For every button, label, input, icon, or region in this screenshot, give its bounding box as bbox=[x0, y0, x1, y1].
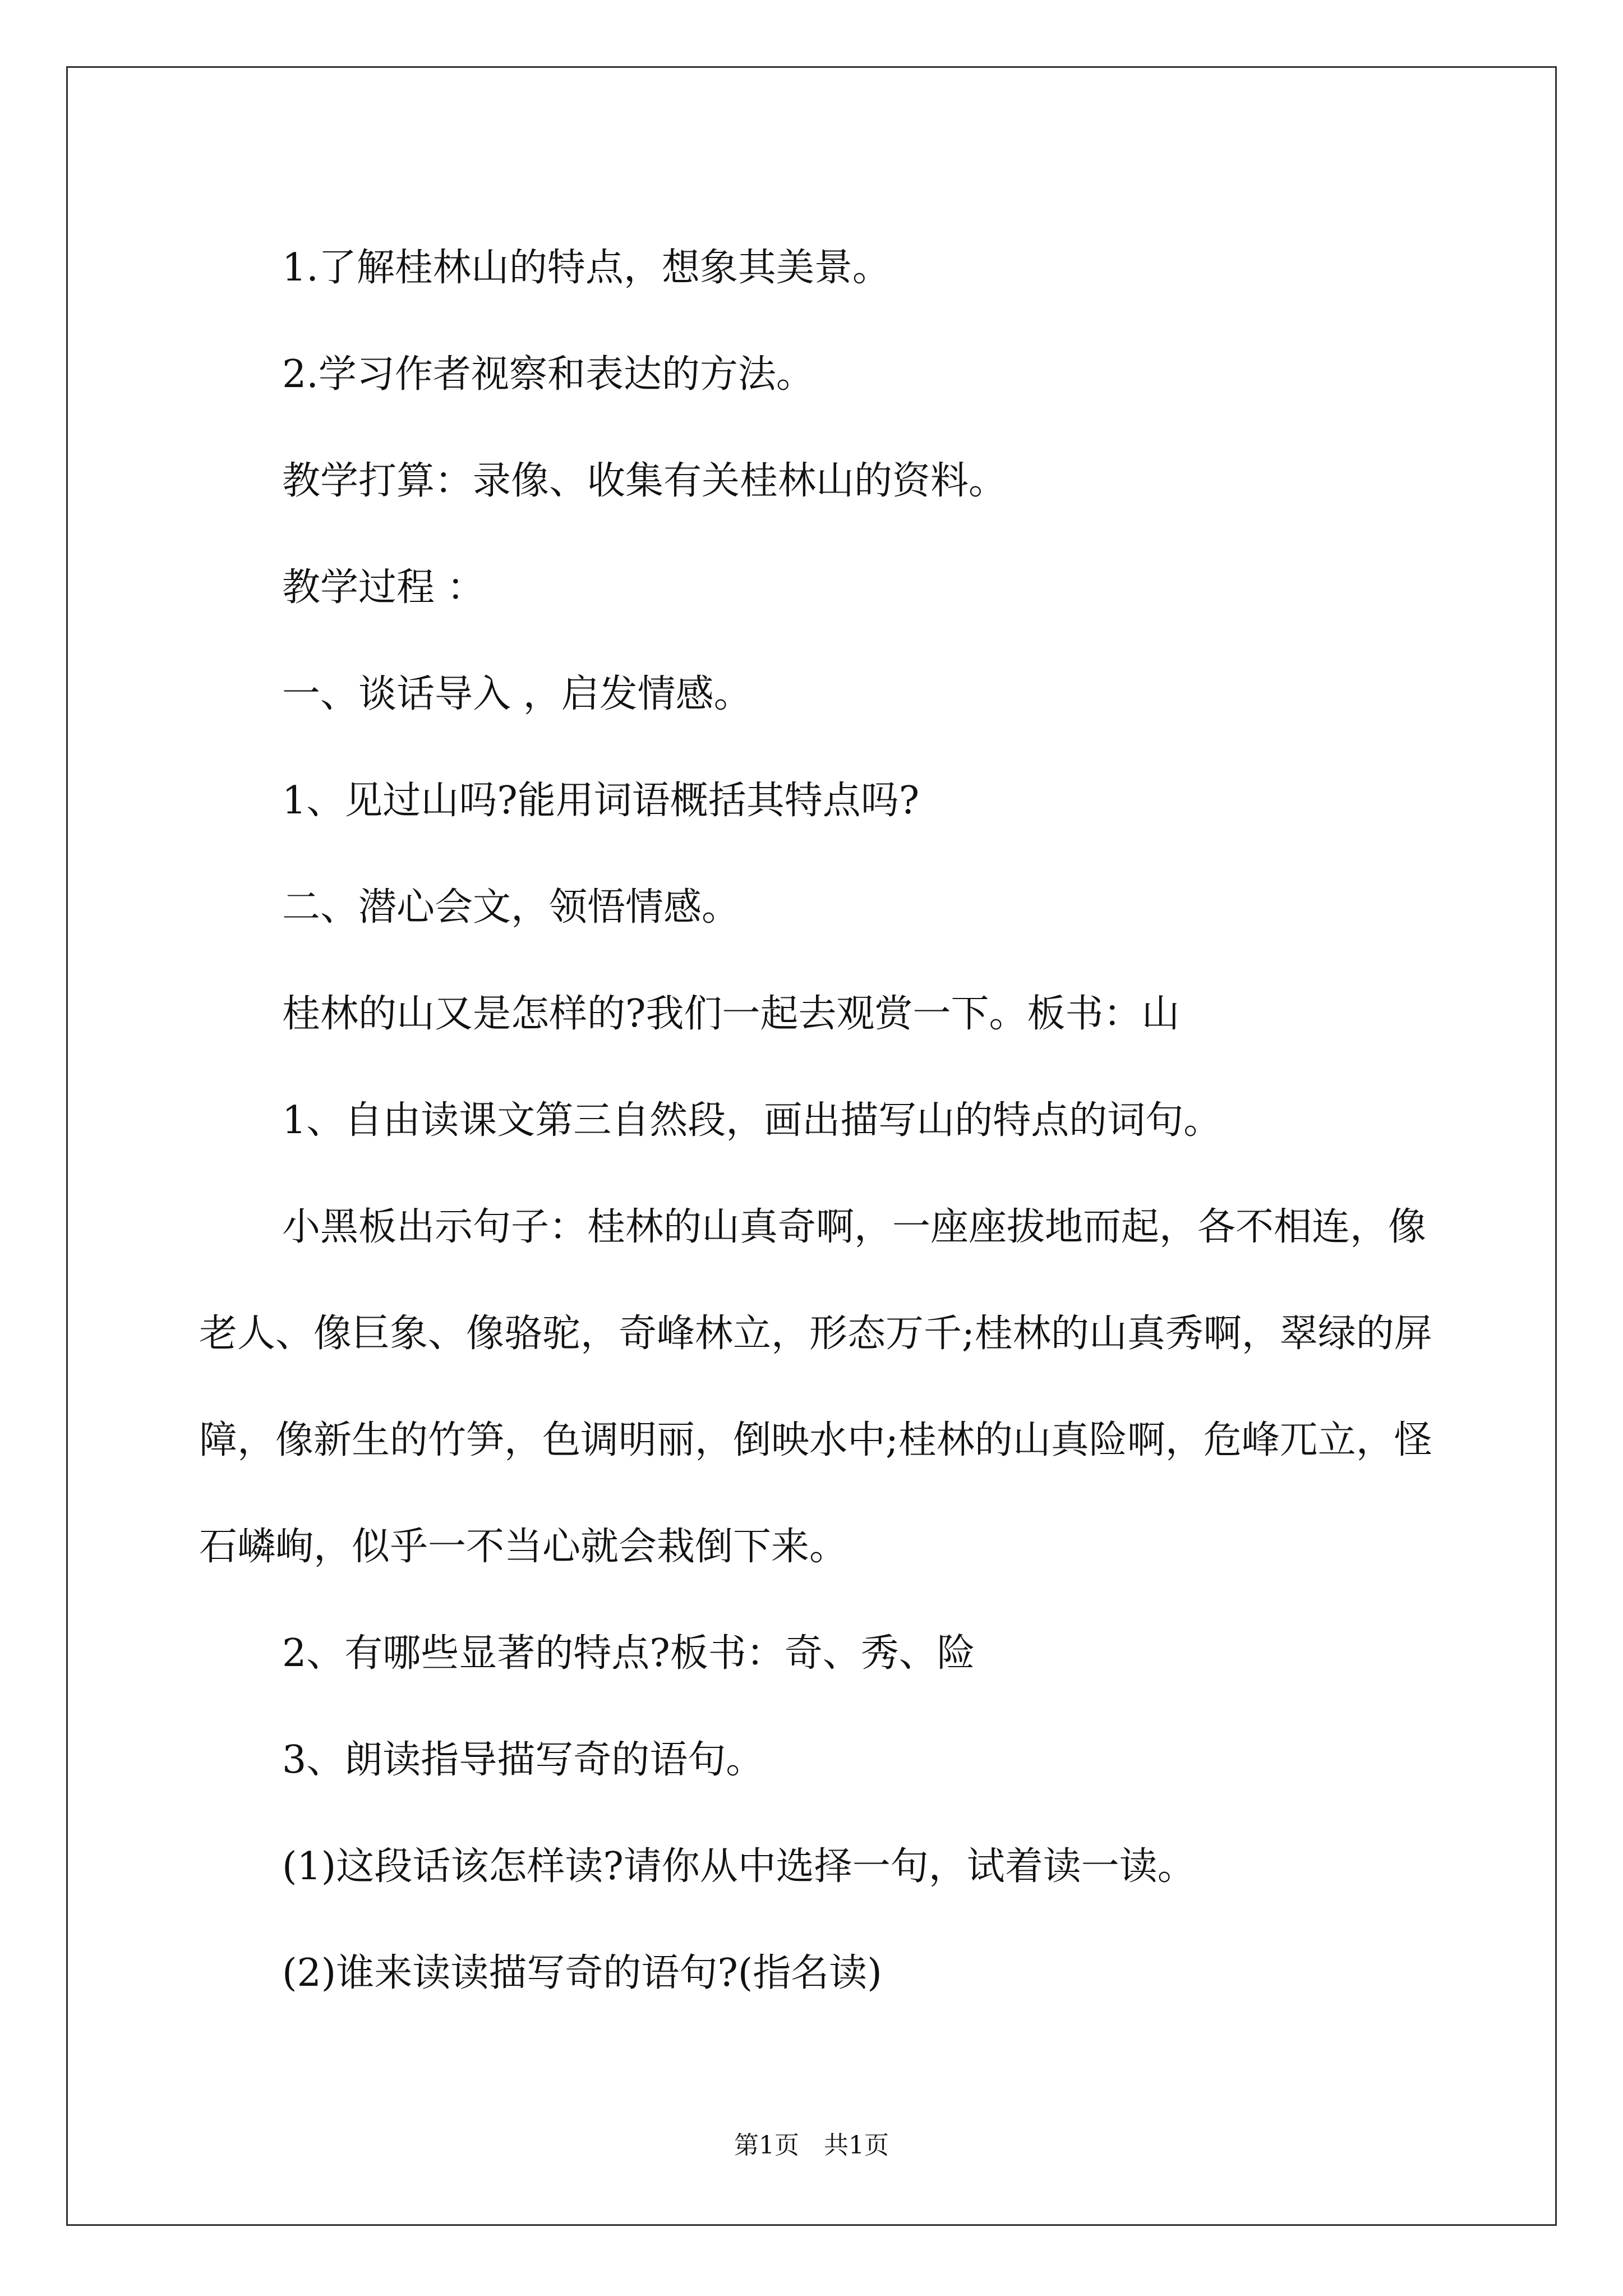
paragraph-4: 教学过程 ： bbox=[282, 565, 485, 610]
paragraph-14: (2)谁来读读描写奇的语句?(指名读) bbox=[282, 1951, 882, 1995]
paragraph-13: (1)这段话该怎样读?请你从中选择一句，试着读一读。 bbox=[282, 1844, 1196, 1889]
paragraph-7: 二、潜心会文，领悟情感。 bbox=[282, 885, 740, 930]
paragraph-9: 1、自由读课文第三自然段，画出描写山的特点的词句。 bbox=[282, 1098, 1222, 1143]
paragraph-6: 1、见过山吗?能用词语概括其特点吗? bbox=[282, 779, 920, 823]
paragraph-8: 桂林的山又是怎样的?我们一起去观赏一下。板书：山 bbox=[282, 992, 1180, 1036]
paragraph-5: 一、谈话导入 ，启发情感。 bbox=[282, 672, 752, 716]
paragraph-10: 小黑板出示句子：桂林的山真奇啊，一座座拔地而起，各不相连，像老人、像巨象、像骆驼，奇峰林立，形态万千;桂林的山真秀啊，翠绿的屏障，像新生的竹笋，色调明丽，倒映水中;桂林的山真险啊，危峰兀立，怪石嶙峋，似乎一不当心就会栽倒下来。 bbox=[199, 1205, 1432, 1569]
paragraph-2: 2.学习作者视察和表达的方法。 bbox=[282, 352, 814, 397]
paragraph-11: 2、有哪些显著的特点?板书：奇、秀、险 bbox=[282, 1631, 975, 1676]
paragraph-3: 教学打算：录像、收集有关桂林山的资料。 bbox=[282, 459, 1007, 503]
paragraph-12: 3、朗读指导描写奇的语句。 bbox=[282, 1738, 764, 1782]
paragraph-1: 1.了解桂林山的特点，想象其美景。 bbox=[282, 246, 891, 290]
page-footer: 第1页 共1页 bbox=[734, 2131, 889, 2160]
document-body bbox=[199, 215, 1433, 2027]
